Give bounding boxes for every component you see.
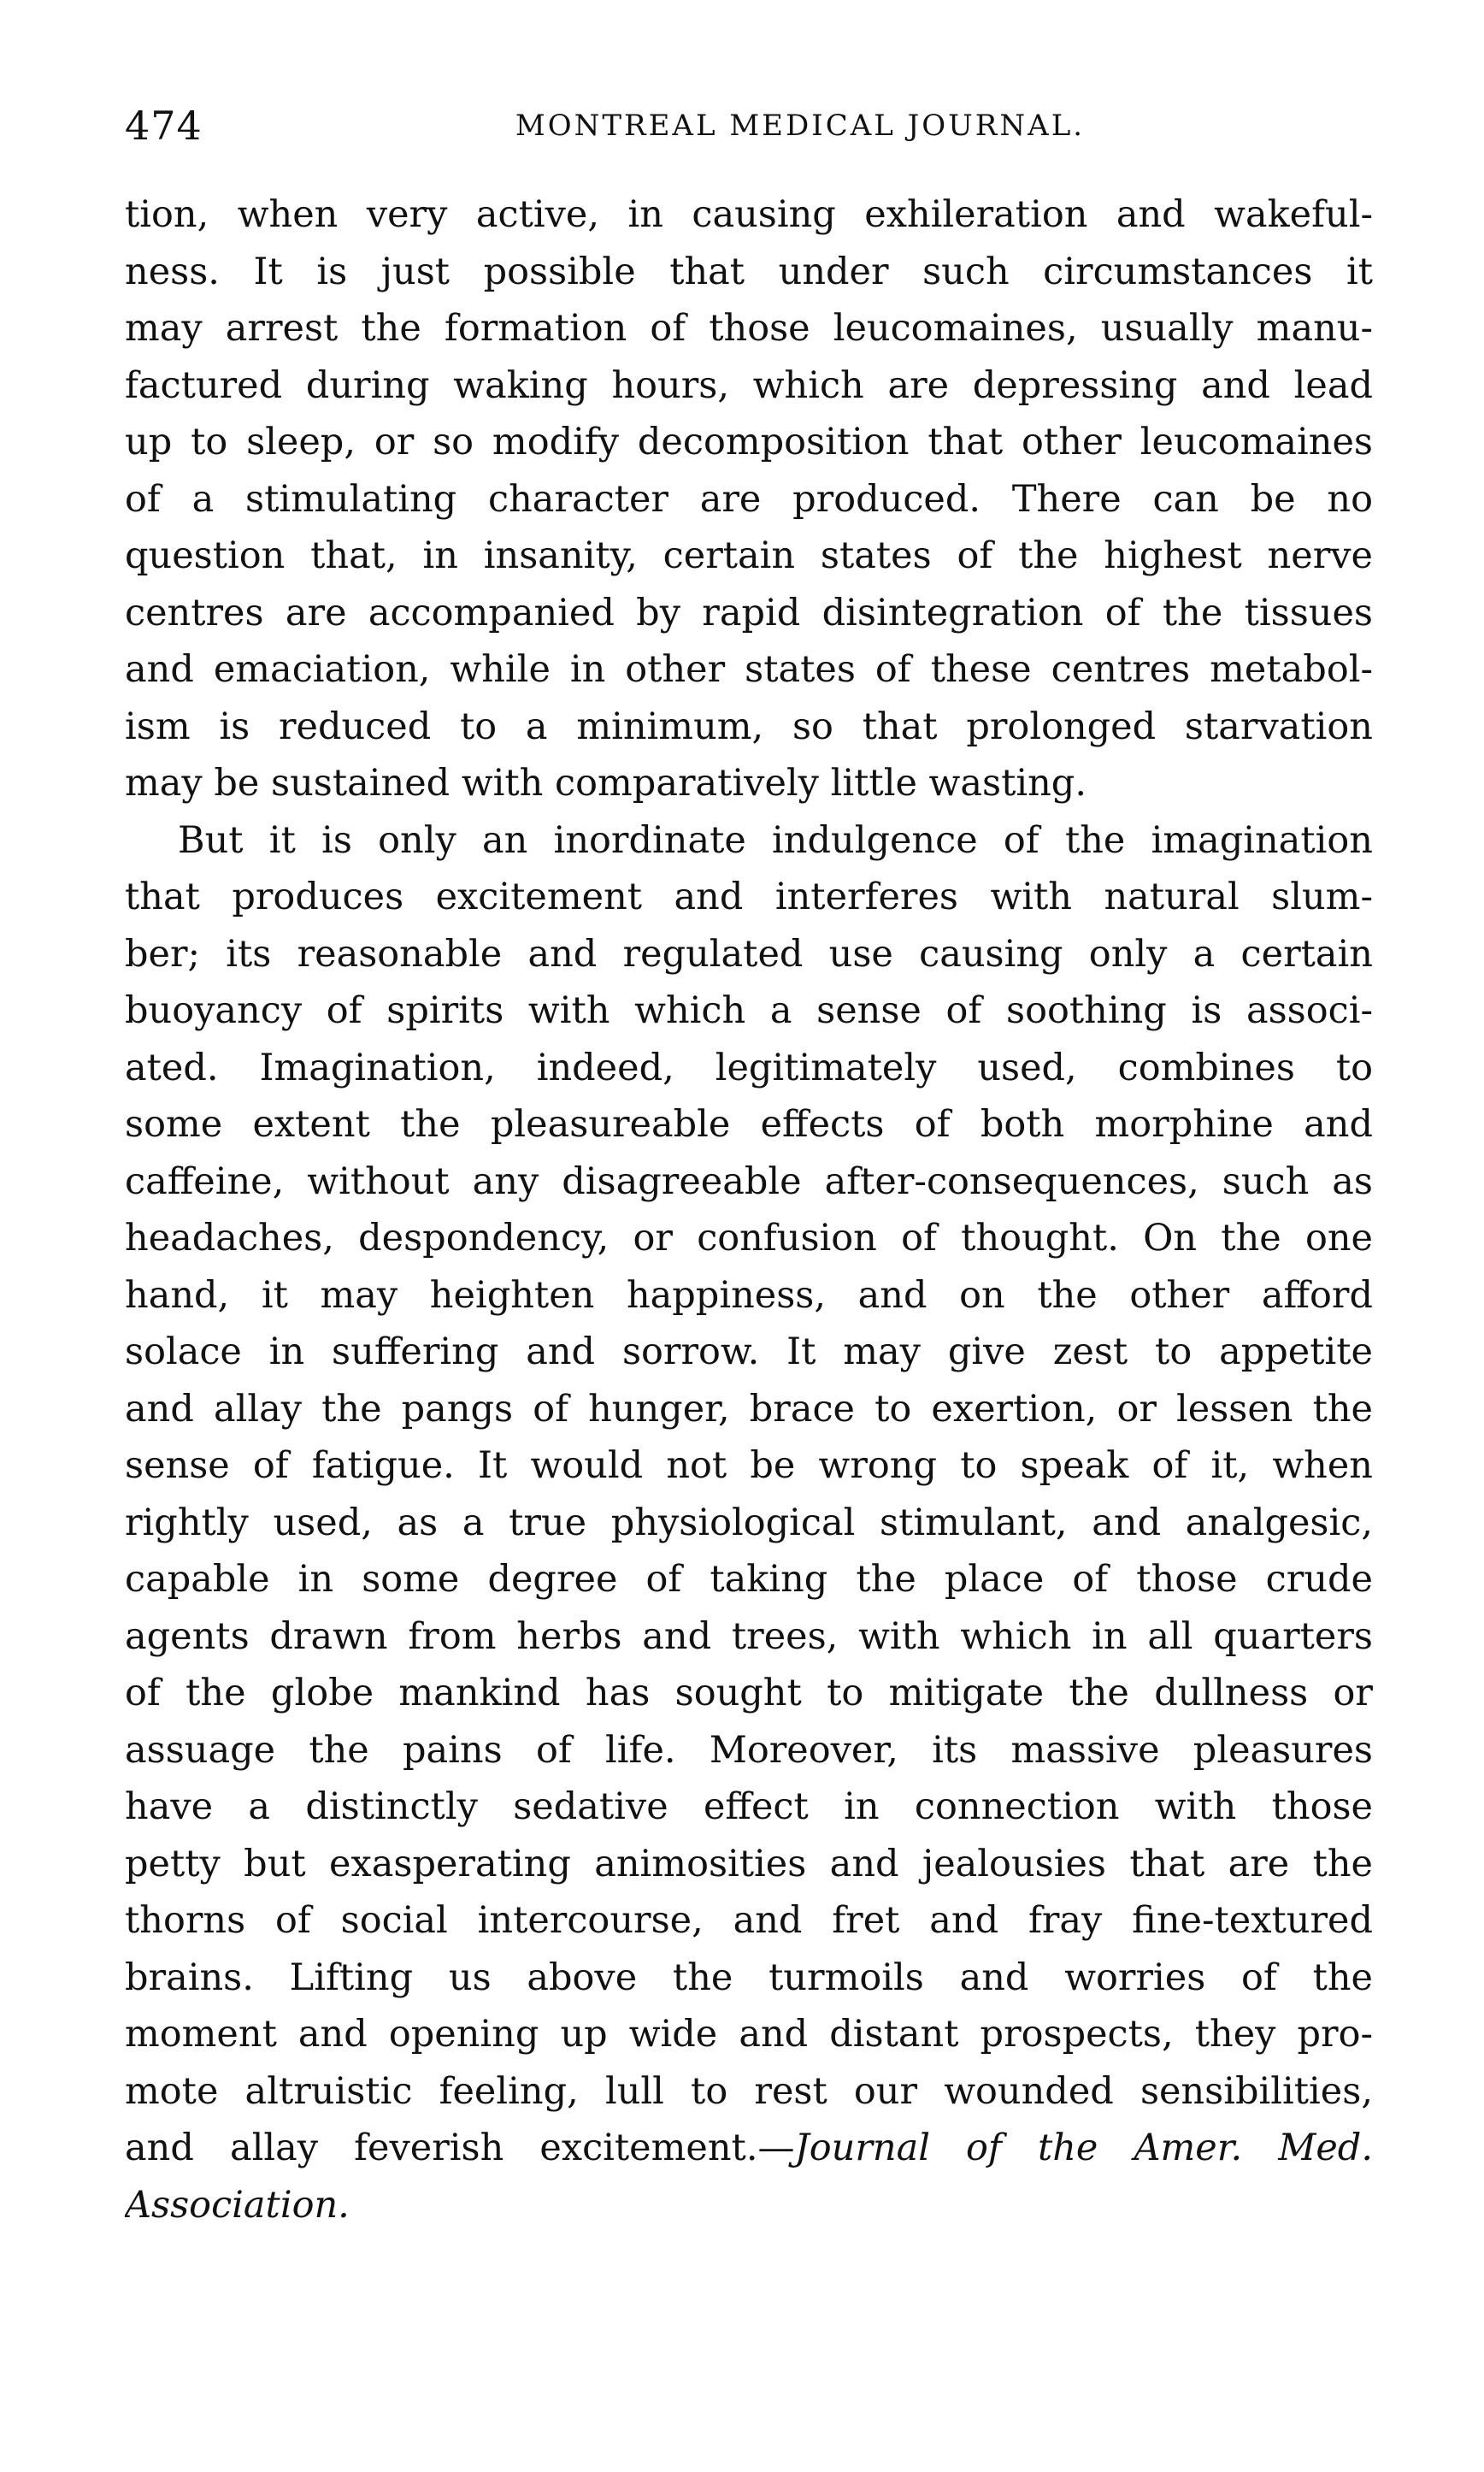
citation-association: Association. <box>125 2183 350 2227</box>
page-number: 474 <box>125 103 203 149</box>
text-line: have a distinctly sedative effect in connection with those <box>125 1785 1373 1828</box>
text-line: capable in some degree of taking the place of those crude <box>125 1558 1373 1601</box>
text-line: ated. Imagination, indeed, legitimately used, combines to <box>125 1046 1373 1089</box>
text-line: ism is reduced to a minimum, so that prolonged starvation <box>125 705 1373 748</box>
journal-title: MONTREAL MEDICAL JOURNAL. <box>515 109 1086 143</box>
citation-line <box>125 2120 1373 2177</box>
citation-journal: Journal of the Amer. Med. <box>794 2127 1373 2169</box>
text-line: assuage the pains of life. Moreover, its massive pleasures <box>125 1728 1373 1772</box>
text-line: and allay the pangs of hunger, brace to exertion, or lessen the <box>125 1387 1373 1431</box>
text-line: headaches, despondency, or confusion of thought. On the one <box>125 1217 1373 1260</box>
text-line: of a stimulating character are produced. There can be no <box>125 477 1373 521</box>
text-line: petty but exasperating animosities and jealousies that are the <box>125 1842 1373 1885</box>
text-line: hand, it may heighten happiness, and on the other afford <box>125 1273 1373 1317</box>
text-line: moment and opening up wide and distant prospects, they pro- <box>125 2013 1373 2056</box>
text-line: agents drawn from herbs and trees, with which in all quarters <box>125 1614 1373 1658</box>
running-head <box>125 96 1381 156</box>
text-line: sense of fatigue. It would not be wrong to speak of it, when <box>125 1444 1373 1487</box>
paragraph-end-line: may be sustained with comparatively little wasting. <box>125 762 1086 805</box>
text-line: up to sleep, or so modify decomposition that other leucomaines <box>125 421 1373 463</box>
text-line: solace in suffering and sorrow. It may give zest to appetite <box>125 1330 1373 1373</box>
text-line: that produces excitement and interferes with natural slum- <box>125 876 1373 918</box>
text-line: factured during waking hours, which are depressing and lead <box>125 363 1373 407</box>
text-line: question that, in insanity, certain states of the highest nerve <box>125 534 1373 577</box>
text-line: centres are accompanied by rapid disintegration of the tissues <box>125 591 1373 634</box>
text-line: ness. It is just possible that under such circumstances it <box>125 250 1373 293</box>
text-line: and emaciation, while in other states of these centres metabol- <box>125 648 1373 691</box>
text-line: caffeine, without any disagreeable after-consequences, such as <box>125 1159 1373 1203</box>
paragraph-start-line: But it is only an inordinate indulgence of the imagination <box>178 818 1373 862</box>
text-line: buoyancy of spirits with which a sense of soothing is associ- <box>125 989 1373 1032</box>
text-line: brains. Lifting us above the turmoils and worries of the <box>125 1956 1373 1999</box>
text-line: of the globe mankind has sought to mitigate the dullness or <box>125 1672 1373 1714</box>
text-line: ber; its reasonable and regulated use causing only a certain <box>125 932 1373 976</box>
article-text <box>125 186 1373 2233</box>
final-sentence: and allay feverish excitement.— <box>125 2127 795 2169</box>
text-line: tion, when very active, in causing exhileration and wakeful- <box>125 193 1373 236</box>
text-line: mote altruistic feeling, lull to rest our wounded sensibilities, <box>125 2069 1373 2113</box>
text-line: may arrest the formation of those leucomaines, usually manu- <box>125 307 1373 350</box>
text-line: thorns of social intercourse, and fret and fray fine-textured <box>125 1899 1373 1942</box>
text-line: some extent the pleasureable effects of both morphine and <box>125 1103 1373 1146</box>
text-line: rightly used, as a true physiological stimulant, and analgesic, <box>125 1501 1373 1544</box>
citation-line-end <box>125 2177 1373 2234</box>
